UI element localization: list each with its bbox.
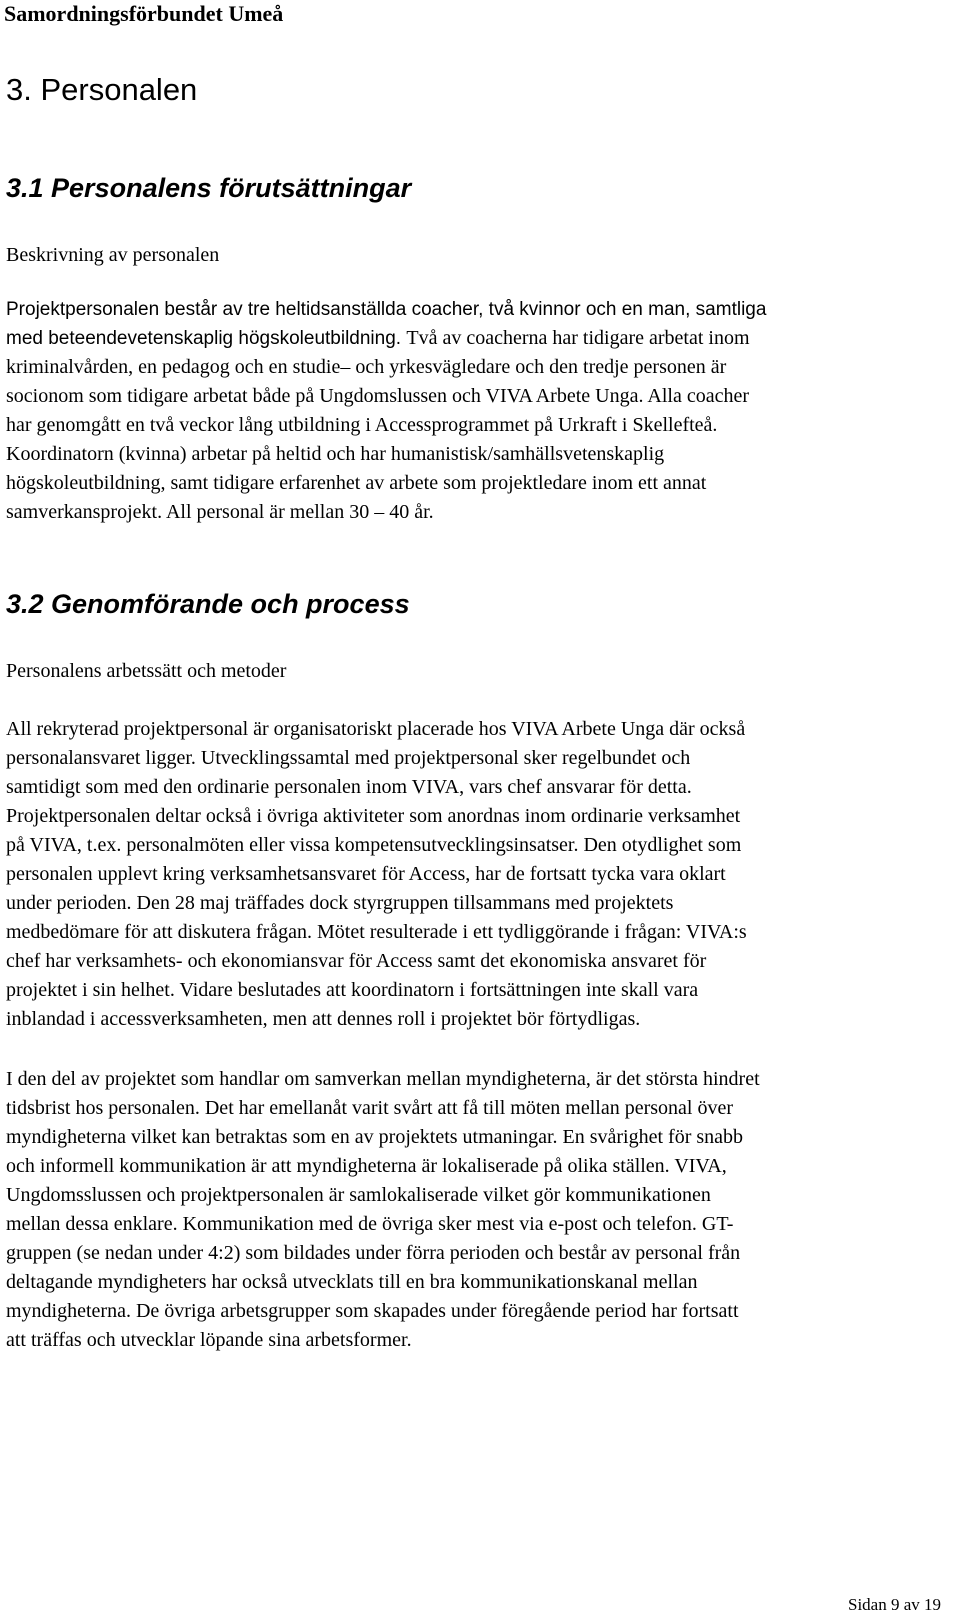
paragraph-line: medbedömare för att diskutera frågan. Mötet resulterade i ett tydliggörande i frågan: VIVA:s xyxy=(6,921,747,943)
subsection-subheading: Beskrivning av personalen xyxy=(6,244,220,266)
paragraph-line xyxy=(6,324,946,353)
line-segment: med beteendevetenskaplig högskoleutbildning. xyxy=(6,328,407,349)
subsection-heading: 3.1 Personalens förutsättningar xyxy=(6,173,412,203)
paragraph-line: chef har verksamhets- och ekonomiansvar för Access samt det ekonomiska ansvaret för xyxy=(6,950,707,972)
running-header: Samordningsförbundet Umeå xyxy=(4,1,284,26)
paragraph-line: högskoleutbildning, samt tidigare erfarenhet av arbete som projektledare inom ett annat xyxy=(6,472,707,494)
paragraph xyxy=(6,715,946,1034)
paragraph-line: I den del av projektet som handlar om samverkan mellan myndigheterna, är det största hindret xyxy=(6,1068,760,1090)
subsection-heading: 3.2 Genomförande och process xyxy=(6,589,410,619)
paragraph-line: myndigheterna vilket kan betraktas som en av projektets utmaningar. En svårighet för snabb xyxy=(6,1126,744,1148)
paragraph-line: har genomgått en två veckor lång utbildning i Accessprogrammet på Urkraft i Skellefteå. xyxy=(6,414,718,436)
paragraph-line: personalansvaret ligger. Utvecklingssamtal med projektpersonal sker regelbundet och xyxy=(6,747,691,769)
paragraph xyxy=(6,1065,946,1355)
paragraph-line: på VIVA, t.ex. personalmöten eller vissa kompetensutvecklingsinsatser. Den otydlighet som xyxy=(6,834,742,856)
paragraph-line: kriminalvården, en pedagog och en studie– och yrkesvägledare och den tredje personen är xyxy=(6,356,727,378)
line-segment: Alla coacher xyxy=(643,385,749,407)
paragraph xyxy=(6,295,946,527)
paragraph-line: deltagande myndigheters har också utvecklats till en bra kommunikationskanal mellan xyxy=(6,1271,698,1293)
paragraph-line: projektet i sin helhet. Vidare beslutades att koordinatorn i fortsättningen inte skall vara xyxy=(6,979,699,1001)
paragraph-line xyxy=(6,382,946,411)
paragraph-line: samverkansprojekt. All personal är mellan 30 – 40 år. xyxy=(6,501,434,523)
paragraph-line: inblandad i accessverksamheten, men att dennes roll i projektet bör förtydligas. xyxy=(6,1008,641,1030)
paragraph-line: Projektpersonalen består av tre heltidsanställda coacher, två kvinnor och en man, samtliga xyxy=(6,299,767,320)
subsection-subheading: Personalens arbetssätt och metoder xyxy=(6,660,287,682)
paragraph-line: mellan dessa enklare. Kommunikation med de övriga sker mest via e-post och telefon. GT- xyxy=(6,1213,734,1235)
paragraph-line: myndigheterna. De övriga arbetsgrupper som skapades under föregående period har fortsatt xyxy=(6,1300,739,1322)
paragraph-line: gruppen (se nedan under 4:2) som bildades under förra perioden och består av personal från xyxy=(6,1242,741,1264)
section-title: 3. Personalen xyxy=(6,72,198,107)
paragraph-line: All rekryterad projektpersonal är organisatoriskt placerade hos VIVA Arbete Unga där också xyxy=(6,718,746,740)
line-segment: socionom som tidigare arbetat både på Ungdomslussen och VIVA Arbete Unga. xyxy=(6,385,644,407)
paragraph-line: personalen upplevt kring verksamhetsansvaret för Access, har de fortsatt tycka vara oklart xyxy=(6,863,726,885)
paragraph-line: Koordinatorn (kvinna) arbetar på heltid och har humanistisk/samhällsvetenskaplig xyxy=(6,443,665,465)
paragraph-line: att träffas och utvecklar löpande sina arbetsformer. xyxy=(6,1329,412,1351)
paragraph-line: Ungdomsslussen och projektpersonalen är samlokaliserade vilket gör kommunikationen xyxy=(6,1184,711,1206)
paragraph-line: och informell kommunikation är att myndigheterna är lokaliserade på olika ställen. VIVA, xyxy=(6,1155,727,1177)
paragraph-line: samtidigt som med den ordinarie personalen inom VIVA, vars chef ansvarar för detta. xyxy=(6,776,692,798)
paragraph-line: under perioden. Den 28 maj träffades dock styrgruppen tillsammans med projektets xyxy=(6,892,674,914)
paragraph-line: Projektpersonalen deltar också i övriga aktiviteter som anordnas inom ordinarie verksamhet xyxy=(6,805,741,827)
paragraph-line: tidsbrist hos personalen. Det har emellanåt varit svårt att få till möten mellan personal över xyxy=(6,1097,734,1119)
line-segment: Två av coacherna har tidigare arbetat inom xyxy=(406,327,750,349)
page-number: Sidan 9 av 19 xyxy=(848,1595,942,1614)
